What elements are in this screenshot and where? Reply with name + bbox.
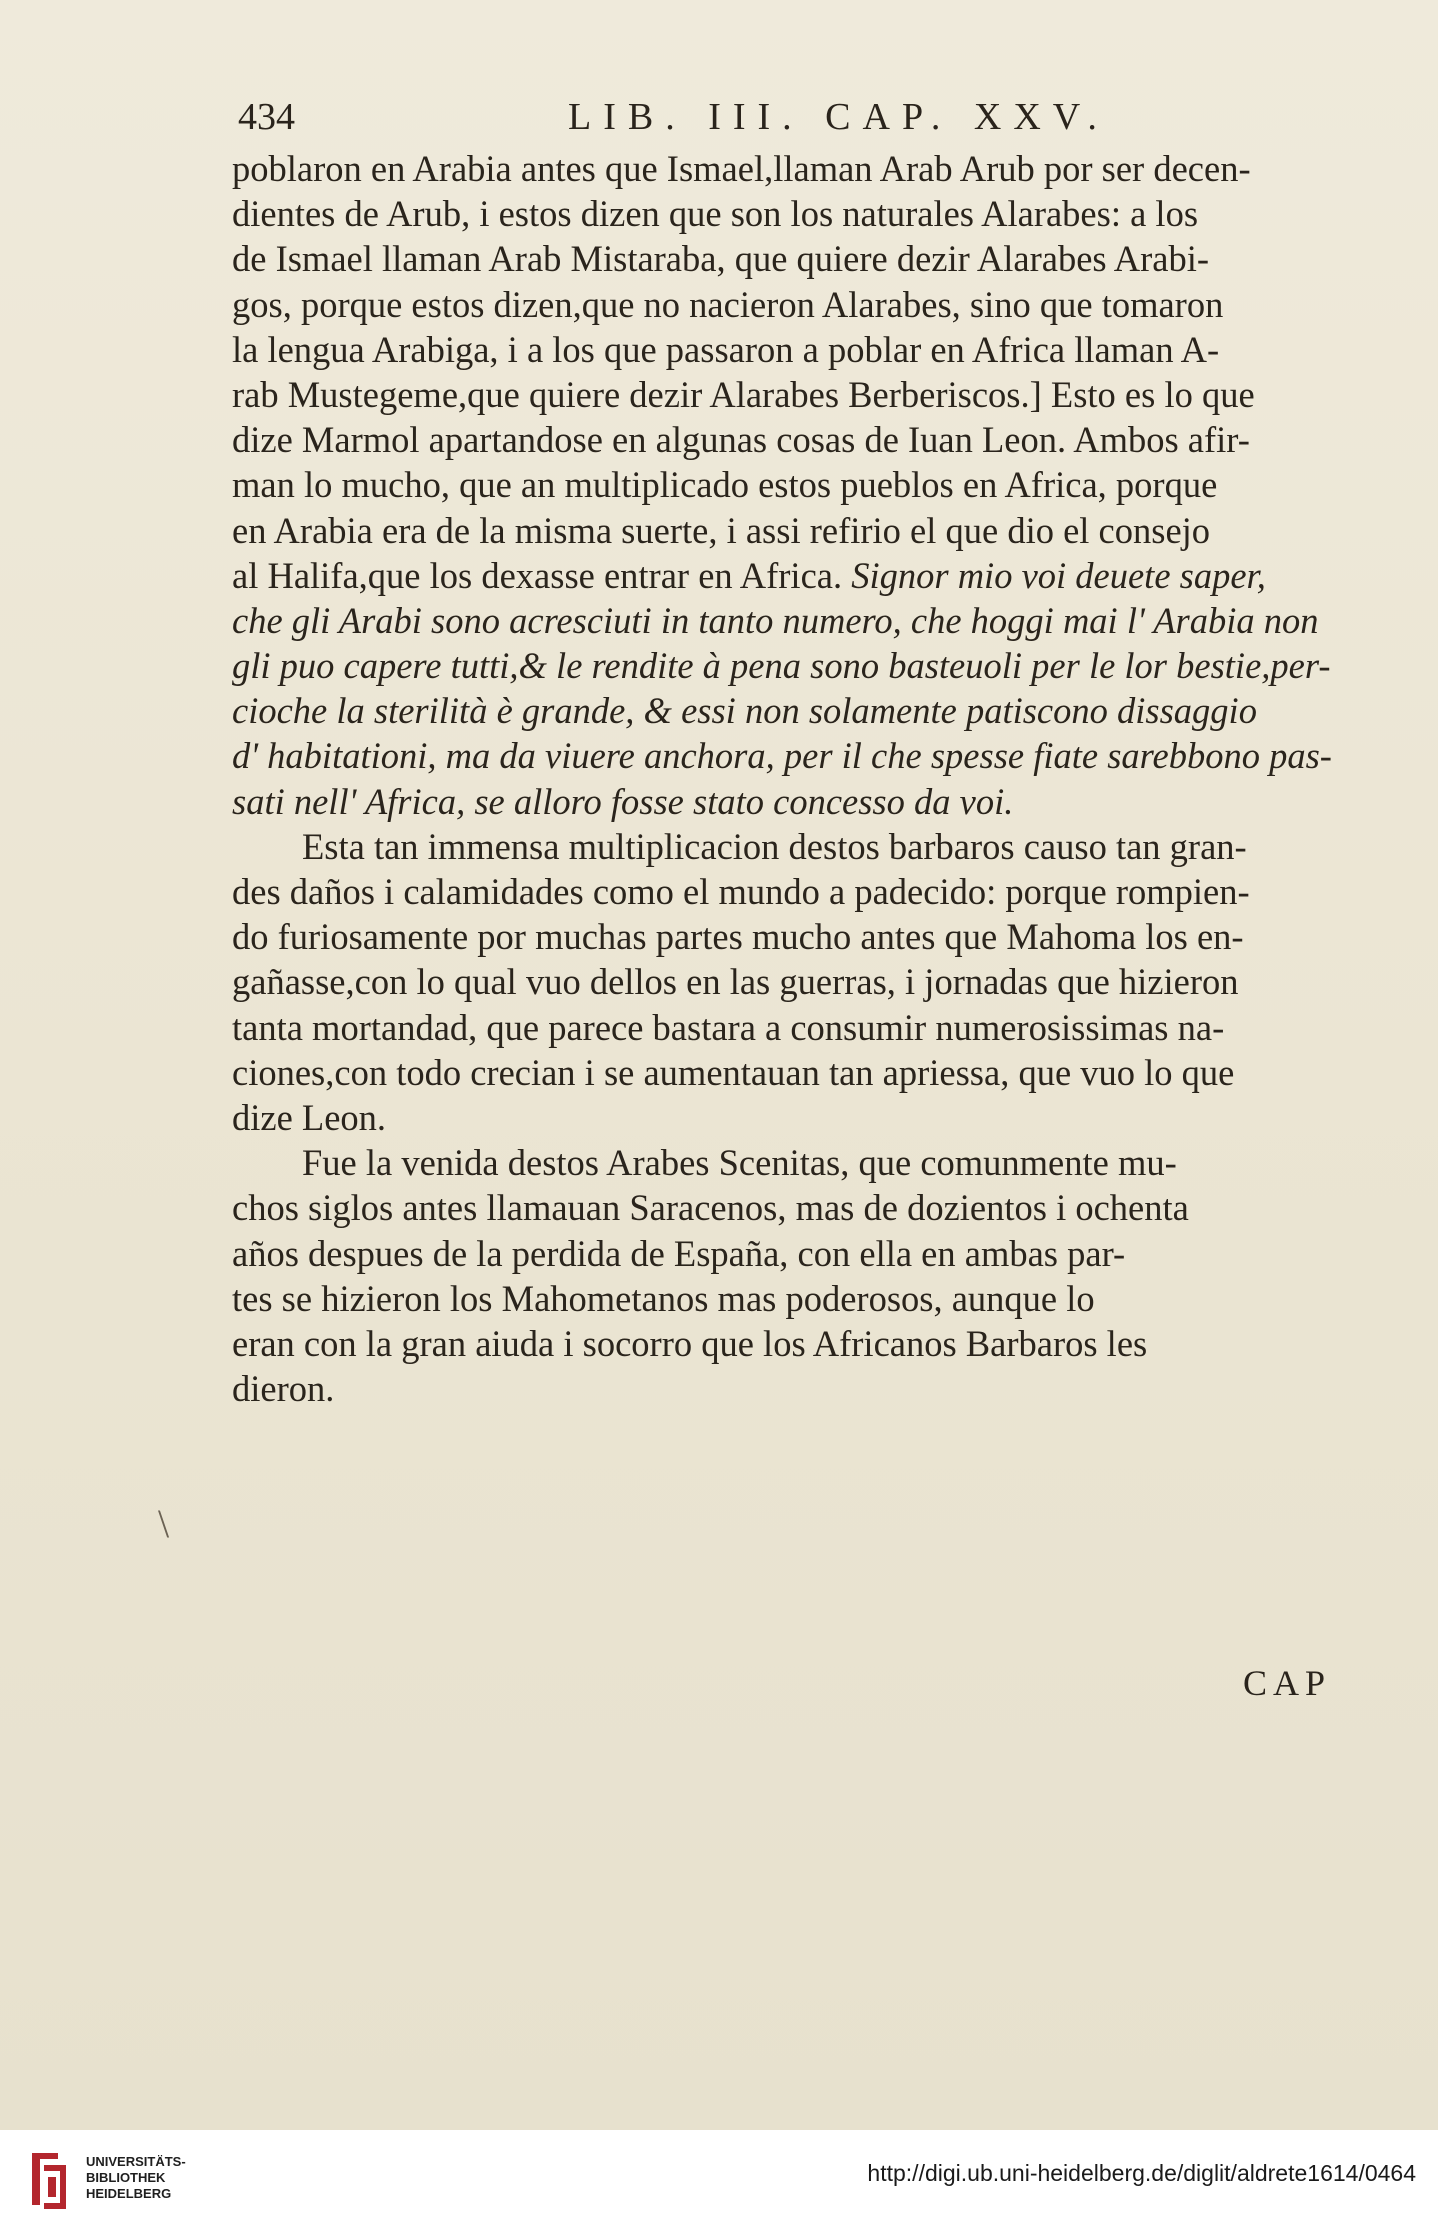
library-name-line: BIBLIOTHEK [86, 2170, 166, 2185]
catchword: CAP [1243, 1663, 1332, 1703]
paragraph-2-line: do furiosamente por muchas partes mucho antes que Mahoma los en- [232, 916, 1244, 958]
italian-quote-line: sati nell' Africa, se alloro fosse stato concesso da voi. [232, 780, 1014, 822]
italian-quote-line: d' habitationi, ma da viuere anchora, per il che spesse fiate sarebbono pas- [232, 735, 1332, 777]
paragraph-2-line: dize Leon. [232, 1096, 387, 1138]
paragraph-3-line: Fue la venida destos Arabes Scenitas, que comunmente mu- [302, 1142, 1177, 1184]
text-line: dize Marmol apartandose en algunas cosas de Iuan Leon. Ambos afir- [232, 419, 1250, 461]
running-head: LIB. III. CAP. XXV. [568, 96, 1109, 138]
text-line: rab Mustegeme,que quiere dezir Alarabes Berberiscos.] Esto es lo que [232, 373, 1255, 415]
text-segment: al Halifa,que los dexasse entrar en Africa. [232, 554, 843, 596]
paragraph-2-line: des daños i calamidades como el mundo a padecido: porque rompien- [232, 871, 1250, 912]
paragraph-2-line: ciones,con todo crecian i se aumentauan tan apriessa, que vuo lo que [232, 1051, 1235, 1093]
viewer-footer [0, 2130, 1438, 2235]
paragraph-3-line: tes se hizieron los Mahometanos mas poderosos, aunque lo [232, 1277, 1095, 1319]
text-line: la lengua Arabiga, i a los que passaron a poblar en Africa llaman A- [232, 328, 1220, 370]
paragraph-2-line: Esta tan immensa multiplicacion destos barbaros causo tan gran- [302, 825, 1247, 867]
paragraph-3-line: chos siglos antes llamauan Saracenos, mas de dozientos i ochenta [232, 1187, 1189, 1229]
paragraph-3-line: eran con la gran aiuda i socorro que los Africanos Barbaros les [232, 1322, 1148, 1364]
paragraph-3-line: dieron. [232, 1368, 335, 1410]
italian-quote-start: Signor mio voi deuete saper, [851, 554, 1266, 596]
body-text [232, 146, 1404, 1411]
library-name [86, 2154, 186, 2202]
text-line: gos, porque estos dizen,que no nacieron Alarabes, sino que tomaron [232, 283, 1224, 325]
italian-quote-line: che gli Arabi sono acresciuti in tanto numero, che hoggi mai l' Arabia non [232, 599, 1319, 641]
text-line: poblaron en Arabia antes que Ismael,llaman Arab Arub por ser decen- [232, 148, 1251, 189]
library-logo-icon[interactable] [22, 2145, 76, 2217]
paragraph-2-line: tanta mortandad, que parece bastara a consumir numerosissimas na- [232, 1006, 1225, 1048]
text-line: man lo mucho, que an multiplicado estos pueblos en Africa, porque [232, 464, 1218, 506]
page-header [238, 95, 1398, 147]
paragraph-3-line: años despues de la perdida de España, con ella en ambas par- [232, 1232, 1126, 1274]
page-number: 434 [238, 96, 295, 138]
text-line: dientes de Arub, i estos dizen que son los naturales Alarabes: a los [232, 193, 1199, 235]
text-line-mixed [232, 553, 1404, 598]
paragraph-2-line: gañasse,con lo qual vuo dellos en las guerras, i jornadas que hizieron [232, 961, 1239, 1003]
margin-mark: \ [158, 1501, 170, 1546]
text-line: de Ismael llaman Arab Mistaraba, que quiere dezir Alarabes Arabi- [232, 238, 1209, 280]
library-name-line: HEIDELBERG [86, 2186, 172, 2201]
italian-quote-line: cioche la sterilità è grande, & essi non solamente patiscono dissaggio [232, 690, 1257, 732]
italian-quote-line: gli puo capere tutti,& le rendite à pena sono basteuoli per le lor bestie,per- [232, 645, 1331, 687]
library-name-line: UNIVERSITÄTS- [86, 2154, 186, 2169]
text-line: en Arabia era de la misma suerte, i assi refirio el que dio el consejo [232, 509, 1211, 551]
permalink-url[interactable]: http://digi.ub.uni-heidelberg.de/diglit/aldrete1614/0464 [867, 2160, 1416, 2186]
